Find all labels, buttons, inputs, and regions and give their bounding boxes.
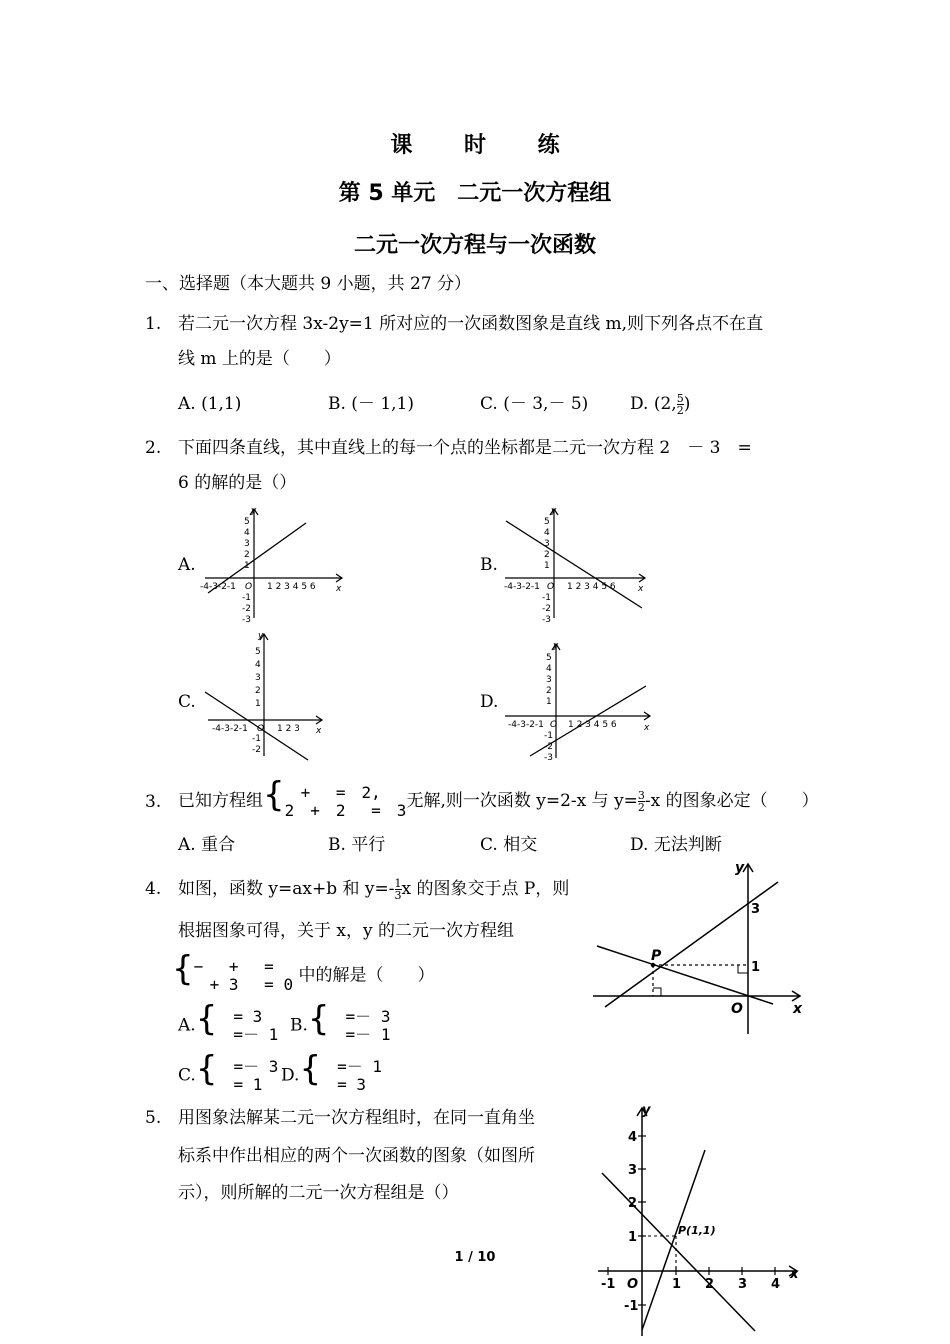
y-axis-label: y (642, 1103, 651, 1118)
q1-line1: 若二元一次方程 3x-2y=1 所对应的一次函数图象是直线 m,则下列各点不在直 (178, 314, 764, 334)
option-label: C. (178, 1065, 196, 1086)
unit-title: 第 5 单元 二元一次方程组 (338, 181, 612, 206)
left-brace: { (172, 949, 194, 989)
tick-label: 5 (255, 647, 261, 657)
option-system (330, 1008, 391, 1044)
q3-option-d[interactable]: D. 无法判断 (630, 835, 722, 855)
y-axis-label: y (551, 506, 557, 516)
option-system (217, 1008, 278, 1044)
tick-label: 1 (672, 1277, 682, 1292)
q2-label-b[interactable]: B. (480, 555, 498, 575)
q3-pre-text: 已知方程组 (178, 791, 263, 811)
tick-label: 3 (738, 1277, 748, 1292)
tick-label: -3 (242, 615, 251, 623)
tick-label: 5 (244, 517, 250, 527)
q1-option-a[interactable]: A. (1,1) (178, 394, 242, 414)
q1-option-d-close: ) (683, 394, 691, 414)
option-eq2: = 1 (217, 1074, 263, 1094)
q2-number: 2. (145, 438, 162, 458)
q3-system (285, 784, 407, 820)
option-eq1: = 3 (217, 1006, 263, 1026)
option-eq2: =－ 1 (329, 1024, 391, 1044)
option-system (217, 1058, 278, 1094)
q1-option-d-text: D. (2, (630, 394, 677, 414)
option-eq2: = 3 (321, 1074, 366, 1094)
y-axis-label: y (258, 631, 264, 641)
q3-fraction (638, 790, 645, 813)
tick-label: -1 (242, 593, 251, 603)
q2-graph-d (500, 638, 655, 763)
tick-label: -2 (242, 604, 251, 614)
tick-label: 2 (628, 1196, 638, 1211)
q1-option-c[interactable]: C. (－ 3,－ 5) (480, 394, 589, 414)
option-label: A. (178, 1015, 196, 1036)
origin-label: O (245, 582, 253, 592)
tick-label: 4 (255, 660, 261, 670)
tick-label: 2 (546, 686, 552, 696)
tick-label: -1 (601, 1277, 616, 1292)
y-axis-label: y (735, 860, 745, 876)
x-axis-label: x (790, 1267, 799, 1282)
q4-line3: 中的解是（ ） (298, 965, 435, 986)
worksheet-title: 课 时 练 (390, 133, 582, 158)
option-eq2: =－ 1 (217, 1024, 279, 1044)
q2-line1: 下面四条直线，其中直线上的每一个点的坐标都是二元一次方程 2 － 3 = (178, 438, 752, 458)
q4-fraction (395, 878, 402, 901)
q4-system (194, 958, 293, 994)
tick-label: 1 (255, 699, 261, 709)
q4-number: 4. (145, 879, 162, 899)
option-label: B. (290, 1015, 308, 1036)
option-label: D. (281, 1065, 300, 1086)
fraction-numerator: 1 (394, 877, 402, 890)
q4-line2: 根据图象可得，关于 x，y 的二元一次方程组 (178, 921, 514, 941)
q2-graph-c (200, 628, 330, 763)
q3-mid-text: 无解,则一次函数 y=2-x 与 y= (406, 791, 638, 811)
left-brace: { (307, 999, 330, 1039)
tick-label: 1 2 3 4 5 6 (567, 582, 616, 592)
x-axis-label: x (793, 1001, 803, 1017)
left-brace: { (195, 1049, 218, 1089)
x-axis-label: x (316, 726, 322, 736)
tick-label: -1 (542, 593, 551, 603)
page-number: 1 / 10 (454, 1250, 496, 1265)
tick-label: 1 2 3 4 5 6 (568, 720, 617, 730)
q4-eq1: − + = (193, 956, 274, 976)
tick-label: 2 (255, 686, 261, 696)
tick-label: 1 2 3 (277, 724, 300, 734)
q3-eq1: + = 2, (284, 782, 381, 802)
tick-label: -2 (252, 745, 261, 755)
tick-label: -3 (542, 615, 551, 623)
y-axis-label: y (251, 506, 257, 516)
origin-label: O (550, 720, 558, 730)
origin-label: O (257, 724, 265, 734)
q4-system-line (172, 949, 435, 994)
tick-label: -4-3-2-1 (200, 582, 236, 592)
tick-label: 4 (546, 664, 552, 674)
tick-label: -4-3-2-1 (504, 582, 540, 592)
tick-label: 4 (771, 1277, 781, 1292)
fraction-numerator: 5 (676, 392, 684, 405)
tick-label: 3 (546, 675, 552, 685)
y-intercept-label: 3 (751, 902, 761, 917)
tick-label: 4 (628, 1130, 638, 1145)
fraction-numerator: 3 (637, 789, 645, 802)
q4-eq2: + 3 = 0 (193, 974, 294, 994)
x-axis-label: x (336, 584, 342, 594)
q4-graph (585, 852, 810, 1037)
fraction-denominator: 2 (637, 801, 645, 814)
tick-label: -1 (624, 1299, 639, 1314)
q4-option-d[interactable] (281, 1049, 382, 1094)
q4-option-b[interactable] (290, 999, 391, 1044)
tick-label: 2 (705, 1277, 715, 1292)
tick-label: -2 (542, 604, 551, 614)
tick-label: 3 (628, 1163, 638, 1178)
q1-option-d-fraction (677, 393, 684, 416)
q4-option-c[interactable] (178, 1049, 279, 1094)
option-eq1: =－ 1 (321, 1056, 382, 1076)
q3-stem (178, 775, 819, 822)
fraction-denominator: 2 (676, 404, 684, 417)
q4-option-a[interactable] (178, 999, 279, 1044)
tick-label: 4 (244, 528, 250, 538)
y-value-label: 1 (751, 960, 761, 975)
left-brace: { (263, 775, 285, 815)
x-axis-label: x (638, 584, 644, 594)
tick-label: 1 (546, 697, 552, 707)
section-heading: 一、选择题（本大题共 9 小题，共 27 分） (145, 274, 472, 294)
q5-graph (590, 1100, 805, 1336)
q2-label-a[interactable]: A. (178, 555, 196, 575)
origin-label: O (731, 1001, 743, 1017)
lesson-title: 二元一次方程与一次函数 (353, 233, 596, 258)
tick-label: 2 (244, 550, 250, 560)
q1-option-b[interactable]: B. (－ 1,1) (328, 394, 415, 414)
q4-line1 (178, 878, 569, 901)
q5-number: 5. (145, 1108, 162, 1128)
tick-label: -4-3-2-1 (212, 724, 248, 734)
q3-option-a[interactable]: A. 重合 (178, 835, 236, 855)
tick-label: 1 (628, 1230, 638, 1245)
q3-number: 3. (145, 792, 162, 812)
q2-label-c[interactable]: C. (178, 692, 196, 712)
q4-line1-a: 如图，函数 y=ax+b 和 y=- (178, 879, 395, 899)
tick-label: 3 (544, 539, 550, 549)
option-system (321, 1058, 382, 1094)
q5-line3: 示），则所解的二元一次方程组是（） (178, 1183, 459, 1203)
option-eq1: =－ 3 (217, 1056, 279, 1076)
option-eq1: =－ 3 (329, 1006, 391, 1026)
tick-label: 4 (544, 528, 550, 538)
q4-line1-b: x 的图象交于点 P，则 (401, 879, 570, 899)
q2-graph-a (200, 503, 350, 623)
left-brace: { (195, 999, 218, 1039)
x-axis-label: x (644, 723, 650, 733)
q5-line1: 用图象法解某二元一次方程组时，在同一直角坐 (178, 1108, 535, 1128)
tick-label: 1 (544, 561, 550, 571)
tick-label: 3 (255, 673, 261, 683)
q3-option-c[interactable]: C. 相交 (480, 835, 538, 855)
tick-label: 1 2 3 4 5 6 (267, 582, 316, 592)
origin-label: O (547, 582, 555, 592)
tick-label: 3 (244, 539, 250, 549)
y-axis-label: y (553, 641, 559, 651)
tick-label: 2 (544, 550, 550, 560)
q2-line2: 6 的解的是（） (178, 473, 297, 493)
tick-label: 5 (544, 517, 550, 527)
tick-label: -3 (544, 753, 553, 763)
tick-label: -4-3-2-1 (508, 720, 544, 730)
q1-option-d[interactable] (630, 393, 690, 416)
q3-option-b[interactable]: B. 平行 (328, 835, 386, 855)
origin-label: O (627, 1277, 639, 1292)
fraction-denominator: 3 (394, 889, 402, 902)
tick-label: -2 (544, 742, 553, 752)
tick-label: -1 (544, 731, 553, 741)
q5-line2: 标系中作出相应的两个一次函数的图象（如图所 (178, 1146, 535, 1166)
tick-label: 1 (244, 561, 250, 571)
q2-graph-b (500, 503, 650, 623)
point-p-label: P (651, 948, 662, 964)
q2-label-d[interactable]: D. (480, 692, 499, 712)
q3-eq2: 2 + 2 = 3 (284, 800, 407, 820)
q1-line2: 线 m 上的是（ ） (178, 349, 341, 369)
q1-number: 1. (145, 314, 162, 334)
point-p-label: P(1,1) (678, 1224, 716, 1237)
tick-label: -1 (252, 734, 261, 744)
left-brace: { (299, 1049, 322, 1089)
tick-label: 5 (546, 653, 552, 663)
q3-post-text: -x 的图象必定（ ） (644, 791, 819, 811)
